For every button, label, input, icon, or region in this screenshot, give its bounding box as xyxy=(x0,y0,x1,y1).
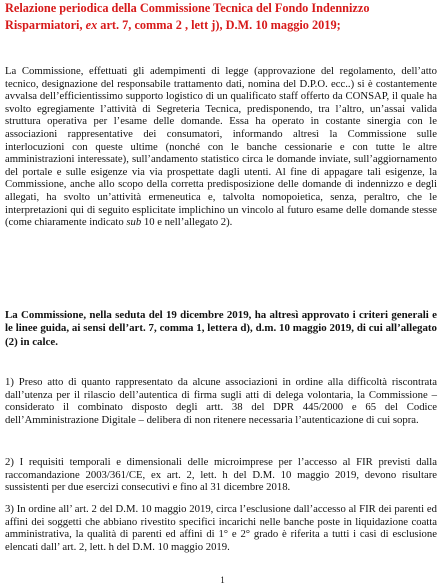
paragraph-intro-text: La Commissione, effettuati gli adempimenti di legge (approvazione del regolamento, dell’atto tecnico, designazione del responsabile trattamento dati, nomina del D.P.O. ecc..) si è costantemente avvalsa dell’efficientissimo supporto logistico di un qualificato staff offerto da CONSAP, il quale ha svolto egregiamente l’attività di Segreteria Tecnica, predisponendo, tra l’altro, un’assai valida struttura operativa per l’esame delle domande. Essa ha operato in costante sinergia con le associazioni rappresentative dei consumatori, informando altresì la Commissione sulle interlocuzioni con queste ultime (nonché con le banche cessionarie e con tutte le altre amministrazioni interessate), sull’andamento statistico circa le domande inviate, sull’aggiornamento del portale e sulle esigenze via via prospettate dagli utenti. Al fine di appagare tali esigenze, la Commissione, anche allo scopo della corretta predisposizione delle domande di indennizzo e degli allegati, ha svolto un’attività ermeneutica e, talvolta nomopoietica, senza, peraltro, che le interpretazioni qui di seguito esplicitate implichino un vincolo al futuro esame delle domande stesse (come chiaramente indicato xyxy=(5,65,437,229)
paragraph-intro-end: 10 e nell’allegato 2). xyxy=(141,216,233,229)
title-part-ex: ex xyxy=(85,18,98,32)
title-part-1: Relazione periodica della Commissione Tecnica del Fondo Indennizzo Risparmiatori, xyxy=(5,1,370,32)
paragraph-intro xyxy=(5,65,437,229)
document-title xyxy=(5,0,437,34)
page-number: 1 xyxy=(220,575,225,585)
paragraph-point-3: 3) In ordine all’ art. 2 del D.M. 10 maggio 2019, circa l’esclusione dall’accesso al FIR dei parenti ed affini dei soggetti che abbiano rivestito specifici incarichi nelle banche poste in liquidazione coatta amministrativa, la qualità di parenti ed affini di 1° e 2° grado è riferita a tutti i casi di esclusione elencati dall’ art. 2, lett. h del D.M. 10 maggio 2019. xyxy=(5,503,437,553)
paragraph-approval: La Commissione, nella seduta del 19 dicembre 2019, ha altresì approvato i criteri generali e le linee guida, ai sensi dell’art. 7, comma 1, lettera d), d.m. 10 maggio 2019, di cui all’allegato (2) in calce. xyxy=(5,309,437,348)
title-part-3: art. 7, comma 2 , lett j), D.M. 10 maggio 2019; xyxy=(97,18,341,32)
paragraph-intro-sub: sub xyxy=(126,216,142,229)
paragraph-point-1: 1) Preso atto di quanto rappresentato da alcune associazioni in ordine alla difficoltà riscontrata dall’utenza per il rilascio dell’autentica di firma sugli atti di delega volontaria, la Commissione – considerato il combinato disposto degli artt. 38 del DPR 445/2000 e 65 del Codice dell’Amministrazione Digitale – delibera di non ritenere necessaria l’autenticazione di cui sopra. xyxy=(5,376,437,426)
paragraph-point-2: 2) I requisiti temporali e dimensionali delle microimprese per l’accesso al FIR previsti dalla raccomandazione 2003/361/CE, ex art. 2, lett. h del D.M. 10 maggio 2019, devono risultare sussistenti per due esercizi consecutivi e fino al 31 dicembre 2018. xyxy=(5,456,437,494)
